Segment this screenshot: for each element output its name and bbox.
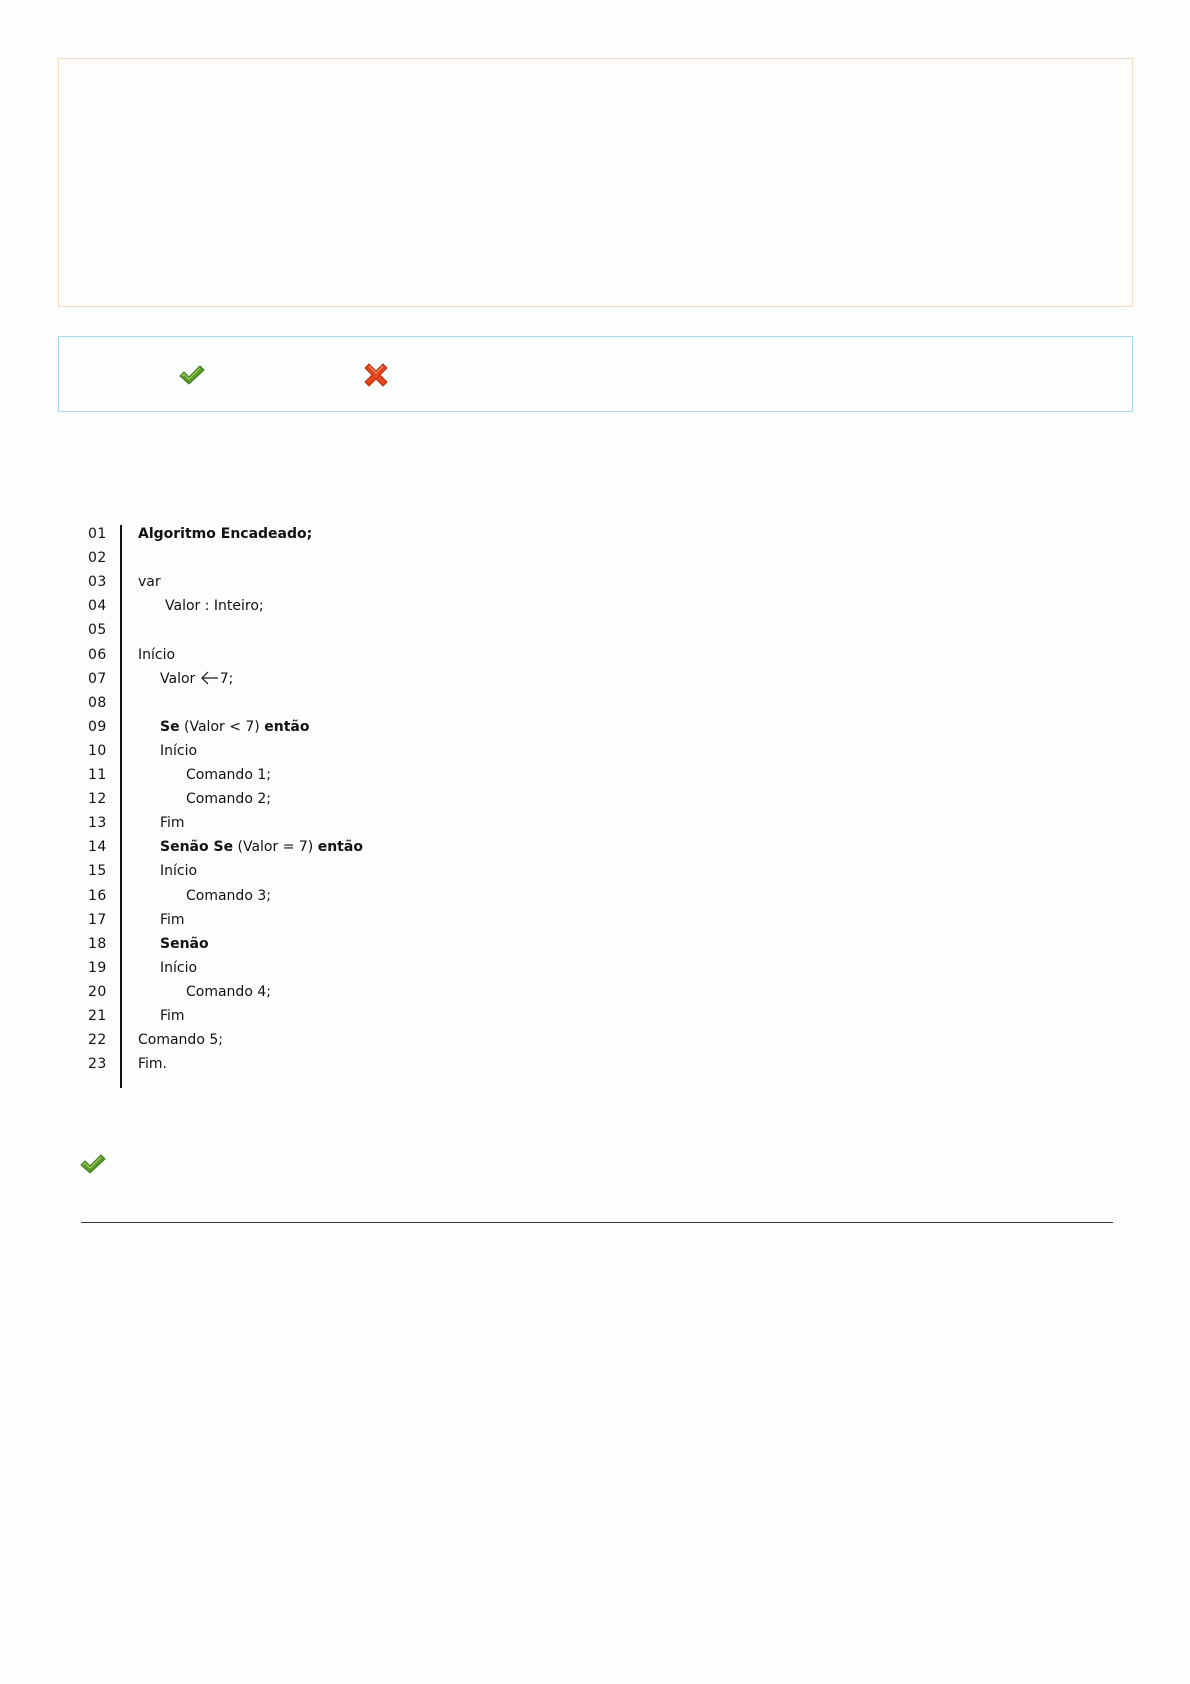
code-keyword: Senão (160, 935, 209, 952)
code-line (160, 956, 197, 980)
line-number: 17 (88, 911, 107, 928)
code-line (138, 522, 312, 546)
code-keyword: Algoritmo Encadeado; (138, 526, 313, 542)
algorithm-code-figure (80, 522, 400, 1090)
code-text: Início (138, 646, 176, 663)
line-number: 20 (88, 983, 107, 1000)
code-keyword: então (264, 718, 310, 735)
code-line (160, 811, 185, 835)
code-line (186, 980, 271, 1004)
code-line (138, 643, 175, 667)
answer-status-panel (58, 336, 1133, 412)
line-number: 02 (88, 550, 107, 567)
code-line (186, 787, 271, 811)
code-text: Fim (160, 1008, 185, 1024)
feedback-panel (58, 58, 1133, 307)
code-line (160, 1004, 185, 1028)
code-line (186, 884, 271, 908)
line-number: 03 (88, 574, 107, 591)
line-number: 06 (88, 646, 107, 663)
code-text: Comando 4; (186, 983, 271, 1000)
line-number: 15 (88, 863, 107, 880)
code-line (138, 1028, 223, 1052)
code-keyword: então (317, 839, 363, 856)
code-text: Fim. (138, 1056, 168, 1073)
code-line (160, 908, 185, 932)
code-line (138, 1052, 167, 1076)
code-line (160, 715, 309, 739)
code-text: Fim (160, 911, 185, 928)
code-text: Valor (160, 670, 200, 687)
code-line (160, 739, 197, 763)
line-number: 11 (88, 767, 107, 783)
code-divider (120, 525, 122, 1088)
code-line (160, 835, 363, 859)
assignment-arrow (200, 671, 218, 695)
line-number: 18 (88, 935, 107, 952)
code-text: Início (160, 742, 198, 759)
line-number: 21 (88, 1008, 107, 1024)
code-line (138, 570, 161, 594)
code-text: (Valor = 7) (233, 839, 318, 856)
code-keyword: Se (160, 718, 180, 735)
line-number: 09 (88, 718, 107, 735)
code-text: Comando 3; (186, 887, 271, 904)
line-number: 16 (88, 887, 107, 904)
line-number: 08 (88, 694, 107, 711)
line-number: 10 (88, 742, 107, 759)
line-number: 07 (88, 670, 107, 687)
section-divider (81, 1222, 1113, 1223)
line-number: 05 (88, 622, 107, 639)
line-number: 23 (88, 1056, 107, 1073)
left-arrow-icon (200, 671, 220, 685)
line-number: 14 (88, 839, 107, 856)
code-text: Início (160, 863, 198, 880)
line-number: 01 (88, 526, 107, 542)
code-line (186, 763, 271, 787)
code-text: Valor : Inteiro; (165, 598, 264, 615)
code-text: 7; (219, 670, 234, 687)
code-line (160, 859, 197, 883)
cross-icon (364, 363, 388, 387)
code-line (160, 932, 209, 956)
line-number: 04 (88, 598, 107, 615)
code-text: Comando 1; (186, 767, 271, 783)
line-number: 12 (88, 791, 107, 808)
code-text: Fim (160, 815, 185, 832)
code-text: Início (160, 959, 198, 976)
code-text: var (138, 574, 161, 591)
code-keyword: Senão Se (160, 839, 234, 856)
line-number: 22 (88, 1032, 107, 1049)
code-text: Comando 5; (138, 1032, 223, 1049)
checkmark-icon (80, 1153, 106, 1175)
line-number: 19 (88, 959, 107, 976)
code-line (165, 594, 264, 618)
code-line (160, 667, 233, 691)
code-text: Comando 2; (186, 791, 271, 808)
checkmark-icon (179, 364, 205, 386)
code-text: (Valor < 7) (179, 718, 265, 735)
line-number: 13 (88, 815, 107, 832)
